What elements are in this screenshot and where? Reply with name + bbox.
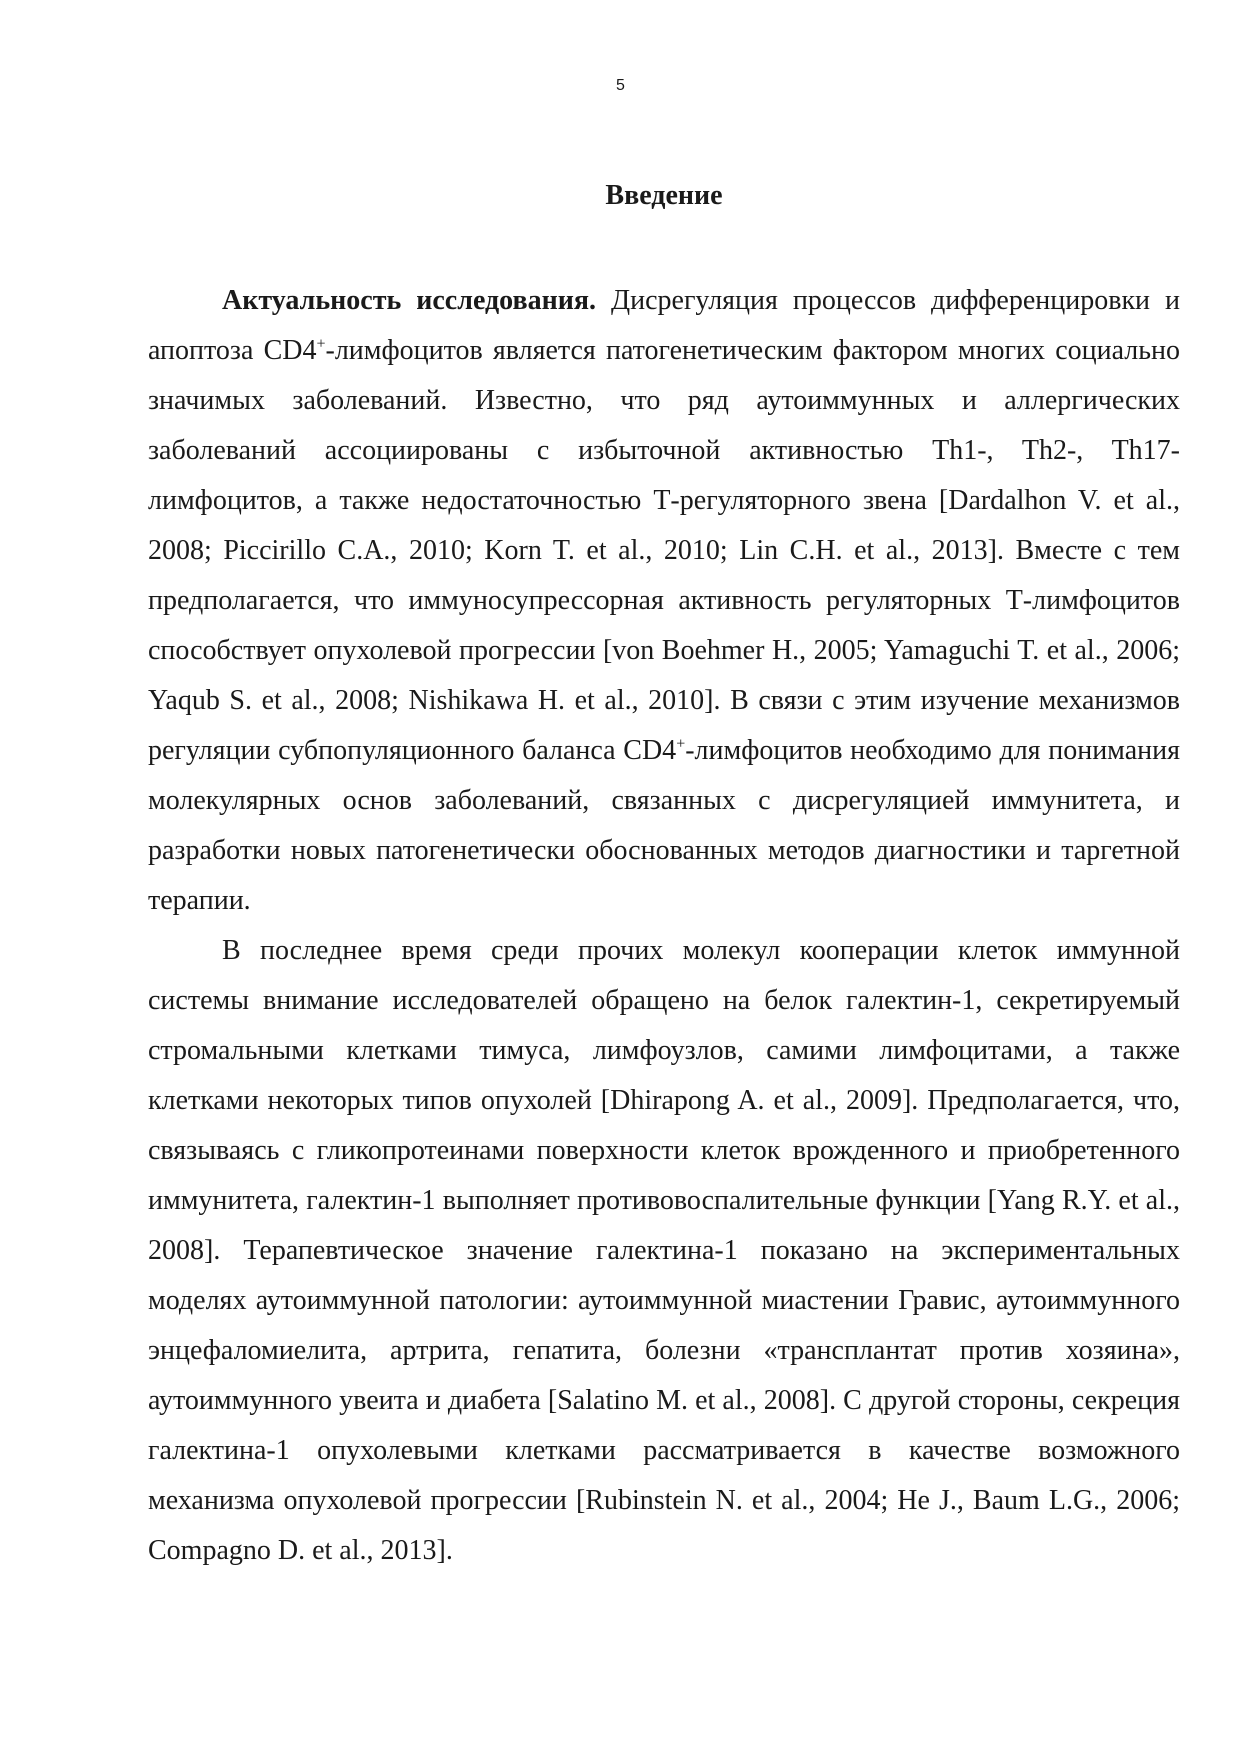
superscript-plus: +	[316, 335, 326, 353]
paragraph-text: -лимфоцитов необходимо для понимания молекулярных основ заболеваний, связанных с дисрегуляцией иммунитета, и разработки новых патогенетически обоснованных методов диагностики и таргетной терапии.	[148, 735, 1180, 916]
paragraph-relevance	[148, 276, 1180, 926]
section-title: Введение	[605, 180, 723, 211]
superscript-plus: +	[676, 735, 686, 753]
document-body	[148, 276, 1180, 1576]
paragraph-text: Дисрегуляция процессов дифференцировки и апоптоза CD4	[148, 285, 1181, 366]
paragraph-lead-heading: Актуальность исследования.	[222, 285, 597, 316]
page-number: 5	[616, 77, 625, 94]
paragraph-text: -лимфоцитов является патогенетическим фактором многих социально значимых заболеваний. Известно, что ряд аутоиммунных и аллергических заболеваний ассоциированы с избыточной активностью Th1-, Th2-, Th17-лимфоцитов, а также недостаточностью Т-регуляторного звена [Dardalhon V. et al., 2008; Piccirillo C.A., 2010; Korn T. et al., 2010; Lin C.H. et al., 2013]. Вместе с тем предполагается, что иммуносупрессорная активность регуляторных Т-лимфоцитов способствует опухолевой прогрессии [von Boehmer H., 2005; Yamaguchi T. et al., 2006; Yaqub S. et al., 2008; Nishikawa H. et al., 2010]. В связи с этим изучение механизмов регуляции субпопуляционного баланса CD4	[148, 335, 1181, 766]
paragraph-galectin: В последнее время среди прочих молекул кооперации клеток иммунной системы внимание исследователей обращено на белок галектин-1, секретируемый стромальными клетками тимуса, лимфоузлов, самими лимфоцитами, а также клетками некоторых типов опухолей [Dhirapong A. et al., 2009]. Предполагается, что, связываясь с гликопротеинами поверхности клеток врожденного и приобретенного иммунитета, галектин-1 выполняет противовоспалительные функции [Yang R.Y. et al., 2008]. Терапевтическое значение галектина-1 показано на экспериментальных моделях аутоиммунной патологии: аутоиммунной миастении Гравис, аутоиммунного энцефаломиелита, артрита, гепатита, болезни «трансплантат против хозяина», аутоиммунного увеита и диабета [Salatino M. et al., 2008]. С другой стороны, секреция галектина-1 опухолевыми клетками рассматривается в качестве возможного механизма опухолевой прогрессии [Rubinstein N. et al., 2004; He J., Baum L.G., 2006; Compagno D. et al., 2013].	[148, 935, 1180, 1566]
